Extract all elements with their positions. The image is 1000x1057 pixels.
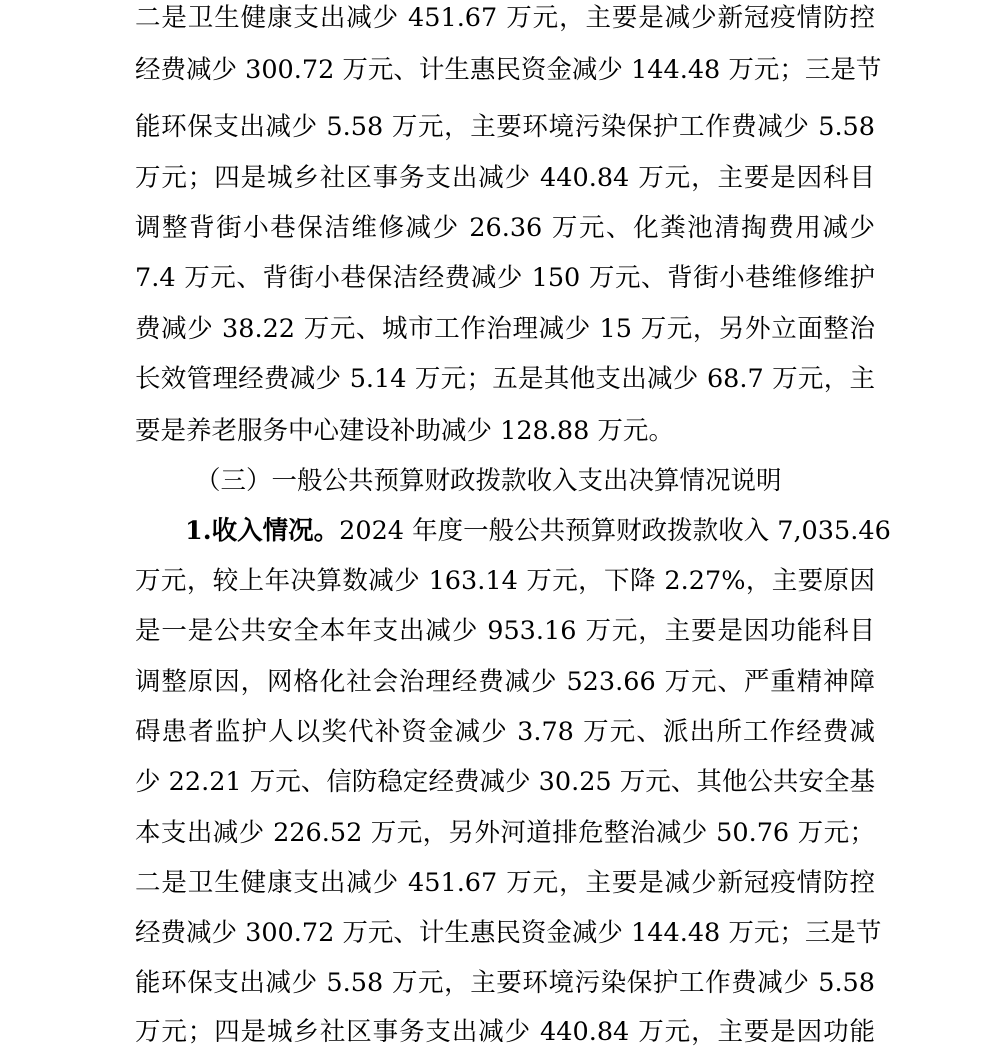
paragraph-line: 能环保支出减少 5.58 万元，主要环境污染保护工作费减少 5.58 [135, 968, 875, 998]
paragraph-line: 7.4 万元、背街小巷保洁经费减少 150 万元、背街小巷维修维护 [135, 263, 875, 293]
paragraph-line: 是一是公共安全本年支出减少 953.16 万元，主要是因功能科目 [135, 616, 875, 646]
subsection-first-line-text: 2024 年度一般公共预算财政拨款收入 7,035.46 [339, 516, 891, 546]
paragraph-line: 费减少 38.22 万元、城市工作治理减少 15 万元，另外立面整治 [135, 314, 875, 344]
paragraph-line: 经费减少 300.72 万元、计生惠民资金减少 144.48 万元；三是节 [135, 918, 882, 948]
paragraph-line: 万元；四是城乡社区事务支出减少 440.84 万元，主要是因科目 [135, 163, 875, 193]
paragraph-line: 二是卫生健康支出减少 451.67 万元，主要是减少新冠疫情防控 [135, 3, 875, 33]
paragraph-line: 本支出减少 226.52 万元，另外河道排危整治减少 50.76 万元； [135, 818, 875, 848]
paragraph-line: 万元，较上年决算数减少 163.14 万元，下降 2.27%，主要原因 [135, 566, 875, 596]
paragraph-line: 万元；四是城乡社区事务支出减少 440.84 万元，主要是因功能 [135, 1017, 875, 1047]
paragraph-line: 碍患者监护人以奖代补资金减少 3.78 万元、派出所工作经费减 [135, 717, 875, 747]
section-heading: （三）一般公共预算财政拨款收入支出决算情况说明 [195, 466, 782, 496]
subsection-label: 1.收入情况。 [185, 516, 340, 546]
paragraph-line: 经费减少 300.72 万元、计生惠民资金减少 144.48 万元；三是节 [135, 55, 882, 85]
subsection-first-line [185, 506, 891, 556]
paragraph-line: 二是卫生健康支出减少 451.67 万元，主要是减少新冠疫情防控 [135, 868, 875, 898]
paragraph-line: 调整背街小巷保洁维修减少 26.36 万元、化粪池清掏费用减少 [135, 213, 875, 243]
paragraph-line: 能环保支出减少 5.58 万元，主要环境污染保护工作费减少 5.58 [135, 112, 875, 142]
paragraph-line: 要是养老服务中心建设补助减少 128.88 万元。 [135, 416, 674, 446]
paragraph-line: 少 22.21 万元、信防稳定经费减少 30.25 万元、其他公共安全基 [135, 767, 875, 797]
paragraph-line: 调整原因，网格化社会治理经费减少 523.66 万元、严重精神障 [135, 667, 875, 697]
paragraph-line: 长效管理经费减少 5.14 万元；五是其他支出减少 68.7 万元，主 [135, 364, 875, 394]
